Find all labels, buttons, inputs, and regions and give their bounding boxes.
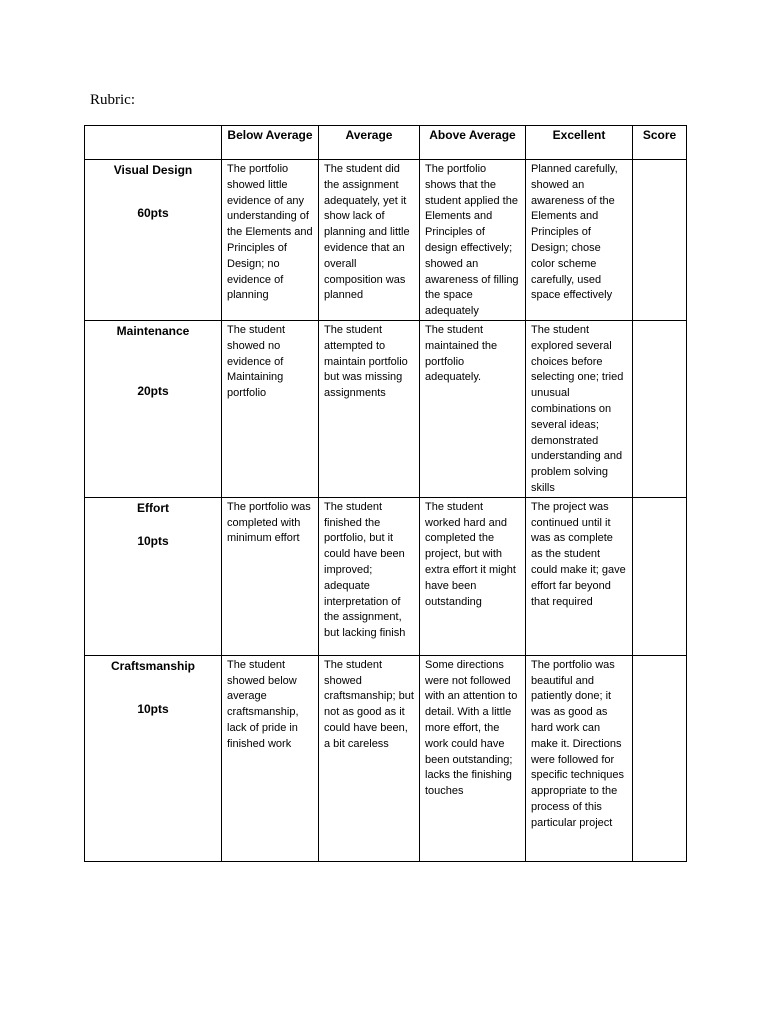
score-cell xyxy=(633,497,687,655)
excellent-cell: The project was continued until it was as complete as the student could make it; gave effort far beyond that required xyxy=(526,497,633,655)
criterion-name: Visual Design xyxy=(113,163,193,177)
excellent-cell: The student explored several choices before selecting one; tried unusual combinations on several ideas; demonstrated understanding and problem solving skills xyxy=(526,320,633,497)
score-cell xyxy=(633,160,687,321)
page-heading: Rubric: xyxy=(90,92,135,108)
criterion-points: 20pts xyxy=(137,383,169,398)
criterion-cell xyxy=(85,497,222,655)
criterion-cell xyxy=(85,160,222,321)
average-cell: The student did the assignment adequately, yet it show lack of planning and little evidence that an overall composition was planned xyxy=(319,160,420,321)
below-average-header: Below Average xyxy=(222,126,319,160)
above-average-header: Above Average xyxy=(420,126,526,160)
below-average-cell: The student showed below average craftsmanship, lack of pride in finished work xyxy=(222,655,319,861)
table-row xyxy=(85,320,687,497)
criterion-name: Maintenance xyxy=(116,323,190,338)
average-cell: The student finished the portfolio, but it could have been improved; adequate interpretation of the assignment, but lacking finish xyxy=(319,497,420,655)
criterion-name: Craftsmanship xyxy=(110,658,196,673)
below-average-cell: The portfolio was completed with minimum effort xyxy=(222,497,319,655)
rubric-table xyxy=(84,125,687,862)
below-average-cell: The student showed no evidence of Maintaining portfolio xyxy=(222,320,319,497)
criterion-points: 10pts xyxy=(137,533,169,548)
criterion-cell xyxy=(85,320,222,497)
table-row xyxy=(85,655,687,861)
below-average-cell: The portfolio showed little evidence of any understanding of the Elements and Principles of Design; no evidence of planning xyxy=(222,160,319,321)
criterion-points: 60pts xyxy=(137,206,169,220)
score-cell xyxy=(633,655,687,861)
header-row xyxy=(85,126,687,160)
criterion-name: Effort xyxy=(137,500,169,515)
average-cell: The student showed craftsmanship; but not as good as it could have been, a bit careless xyxy=(319,655,420,861)
average-header: Average xyxy=(319,126,420,160)
above-average-cell: The student worked hard and completed the project, but with extra effort it might have been outstanding xyxy=(420,497,526,655)
score-header: Score xyxy=(633,126,687,160)
table-row xyxy=(85,497,687,655)
table-row xyxy=(85,160,687,321)
excellent-header: Excellent xyxy=(526,126,633,160)
above-average-cell: Some directions were not followed with an attention to detail. With a little more effort, the work could have been outstanding; lacks the finishing touches xyxy=(420,655,526,861)
average-cell: The student attempted to maintain portfolio but was missing assignments xyxy=(319,320,420,497)
score-cell xyxy=(633,320,687,497)
criteria-header xyxy=(85,126,222,160)
criterion-points: 10pts xyxy=(137,701,169,716)
excellent-cell: The portfolio was beautiful and patiently done; it was as good as hard work can make it. Directions were followed for specific techniques appropriate to the process of this particular project xyxy=(526,655,633,861)
above-average-cell: The student maintained the portfolio adequately. xyxy=(420,320,526,497)
above-average-cell: The portfolio shows that the student applied the Elements and Principles of design effectively; showed an awareness of filling the space adequately xyxy=(420,160,526,321)
excellent-cell: Planned carefully, showed an awareness of the Elements and Principles of Design; chose color scheme carefully, used space effectively xyxy=(526,160,633,321)
criterion-cell xyxy=(85,655,222,861)
